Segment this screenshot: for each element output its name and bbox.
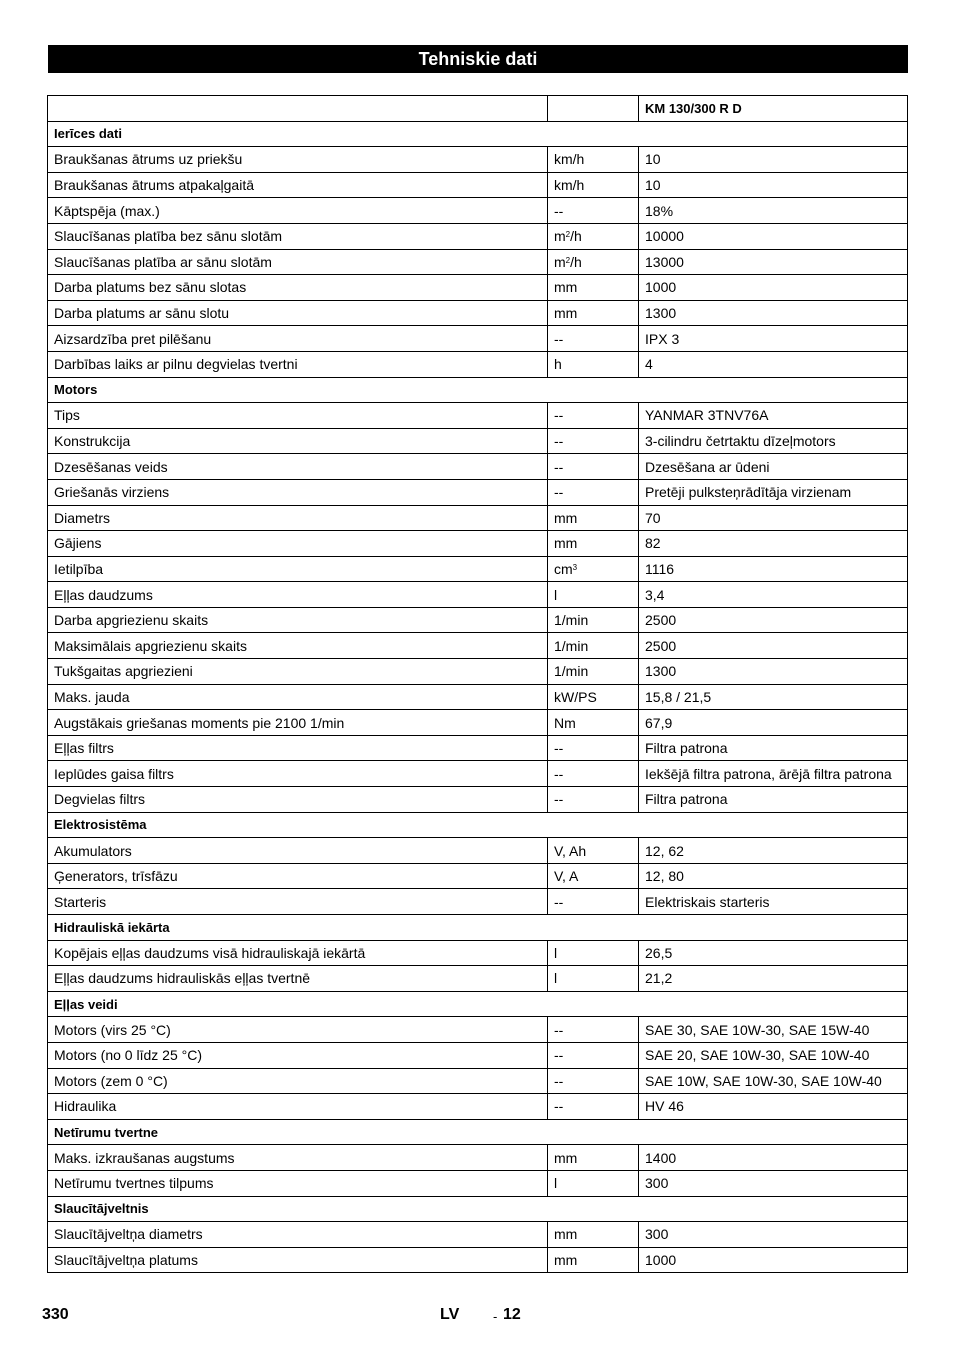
unit-cell [548,607,639,633]
unit-base: -- [554,1047,564,1064]
value-cell: Elektriskais starteris [639,889,908,915]
param-cell: Maksimālais apgriezienu skaits [48,633,548,659]
value-cell: Filtra patrona [639,735,908,761]
unit-cell [548,454,639,480]
table-row [48,1042,908,1068]
unit-cell [548,505,639,531]
section-heading: Elektrosistēma [48,812,908,838]
unit-base: -- [554,893,564,910]
param-cell: Slaucīšanas platība bez sānu slotām [48,223,548,249]
unit-base: -- [554,202,564,219]
unit-cell [548,428,639,454]
table-row [48,479,908,505]
unit-base: -- [554,484,564,501]
value-cell: 10 [639,172,908,198]
table-row [48,403,908,429]
value-cell: 82 [639,531,908,557]
param-cell: Darba platums ar sānu slotu [48,300,548,326]
table-row [48,531,908,557]
param-cell: Slaucītājveltņa platums [48,1247,548,1273]
unit-cell [548,479,639,505]
table-row [48,761,908,787]
unit-cell [548,556,639,582]
value-cell: SAE 10W, SAE 10W-30, SAE 10W-40 [639,1068,908,1094]
section-heading-row [48,1196,908,1222]
param-cell: Tukšgaitas apgriezieni [48,659,548,685]
unit-superscript: 2 [565,230,571,240]
unit-cell [548,1222,639,1248]
table-row [48,966,908,992]
value-cell: 15,8 / 21,5 [639,684,908,710]
table-row [48,582,908,608]
table-row [48,300,908,326]
param-cell: Darba platums bez sānu slotas [48,275,548,301]
value-cell: Dzesēšana ar ūdeni [639,454,908,480]
param-cell: Diametrs [48,505,548,531]
section-heading-row [48,377,908,403]
header-model-cell: KM 130/300 R D [639,96,908,122]
param-cell: Starteris [48,889,548,915]
table-row [48,1170,908,1196]
param-cell: Aizsardzība pret pilēšanu [48,326,548,352]
value-cell: 26,5 [639,940,908,966]
unit-cell [548,761,639,787]
unit-base: V, A [554,868,579,885]
unit-cell [548,710,639,736]
unit-cell [548,147,639,173]
param-cell: Slaucīšanas platība ar sānu slotām [48,249,548,275]
value-cell: HV 46 [639,1094,908,1120]
value-cell: 2500 [639,633,908,659]
unit-cell [548,1145,639,1171]
table-row [48,505,908,531]
table-row [48,454,908,480]
unit-cell [548,659,639,685]
table-row [48,787,908,813]
unit-cell [548,531,639,557]
param-cell: Darba apgriezienu skaits [48,607,548,633]
unit-cell [548,249,639,275]
table-row [48,1068,908,1094]
table-row [48,863,908,889]
unit-base: h [554,356,562,373]
unit-base: V, Ah [554,842,587,859]
table-row [48,351,908,377]
table-row [48,1145,908,1171]
value-cell: Filtra patrona [639,787,908,813]
value-cell: 300 [639,1222,908,1248]
value-cell: 12, 62 [639,838,908,864]
unit-cell [548,735,639,761]
unit-tail: /h [570,253,582,270]
unit-cell [548,198,639,224]
unit-cell [548,1094,639,1120]
table-row [48,1017,908,1043]
unit-base: -- [554,765,564,782]
sub-page-number: 12 [503,1306,521,1323]
unit-cell [548,223,639,249]
table-row [48,428,908,454]
param-cell: Hidraulika [48,1094,548,1120]
unit-base: km/h [554,151,585,168]
table-row [48,1247,908,1273]
unit-cell [548,889,639,915]
header-unit-cell [548,96,639,122]
param-cell: Ieplūdes gaisa filtrs [48,761,548,787]
param-cell: Tips [48,403,548,429]
unit-base: kW/PS [554,688,597,705]
section-heading: Motors [48,377,908,403]
value-cell: 2500 [639,607,908,633]
param-cell: Eļļas daudzums hidrauliskās eļļas tvertnē [48,966,548,992]
unit-base: cm [554,560,573,577]
unit-cell [548,351,639,377]
unit-cell [548,940,639,966]
unit-base: mm [554,305,578,322]
param-cell: Ietilpība [48,556,548,582]
unit-base: 1/min [554,663,589,680]
page-separator: - [493,1309,498,1324]
value-cell: 1400 [639,1145,908,1171]
unit-base: -- [554,1072,564,1089]
value-cell: 3,4 [639,582,908,608]
value-cell: Pretēji pulksteņrādītāja virzienam [639,479,908,505]
param-cell: Eļļas daudzums [48,582,548,608]
header-param-cell [48,96,548,122]
unit-base: l [554,944,558,961]
unit-cell [548,403,639,429]
unit-base: mm [554,1149,578,1166]
table-row [48,249,908,275]
param-cell: Akumulators [48,838,548,864]
value-cell: 10000 [639,223,908,249]
unit-cell [548,1247,639,1273]
unit-cell [548,326,639,352]
param-cell: Ģenerators, trīsfāzu [48,863,548,889]
param-cell: Netīrumu tvertnes tilpums [48,1170,548,1196]
table-row [48,684,908,710]
unit-cell [548,582,639,608]
value-cell: 1300 [639,659,908,685]
table-row [48,275,908,301]
section-heading: Slaucītājveltnis [48,1196,908,1222]
table-row [48,710,908,736]
unit-cell [548,633,639,659]
table-row [48,198,908,224]
page-title: Tehniskie dati [48,45,908,73]
value-cell: SAE 30, SAE 10W-30, SAE 15W-40 [639,1017,908,1043]
unit-base: mm [554,1226,578,1243]
table-row [48,838,908,864]
value-cell: 21,2 [639,966,908,992]
table-row [48,147,908,173]
table-row [48,940,908,966]
value-cell: SAE 20, SAE 10W-30, SAE 10W-40 [639,1042,908,1068]
table-row [48,1094,908,1120]
unit-base: mm [554,279,578,296]
table-row [48,556,908,582]
unit-base: -- [554,433,564,450]
section-heading-row [48,1119,908,1145]
table-row [48,659,908,685]
section-heading-row [48,121,908,147]
unit-base: -- [554,407,564,424]
unit-base: -- [554,1098,564,1115]
unit-base: mm [554,535,578,552]
param-cell: Degvielas filtrs [48,787,548,813]
param-cell: Braukšanas ātrums atpakaļgaitā [48,172,548,198]
unit-base: l [554,970,558,987]
unit-base: -- [554,740,564,757]
unit-cell [548,1068,639,1094]
unit-cell [548,838,639,864]
unit-cell [548,863,639,889]
unit-cell [548,787,639,813]
unit-tail: /h [570,228,582,245]
unit-superscript: 3 [572,562,578,572]
unit-base: 1/min [554,612,589,629]
tech-spec-table [47,95,908,1273]
section-heading: Hidrauliskā iekārta [48,915,908,941]
table-header-row [48,96,908,122]
param-cell: Gājiens [48,531,548,557]
unit-cell [548,275,639,301]
value-cell: IPX 3 [639,326,908,352]
param-cell: Motors (virs 25 °C) [48,1017,548,1043]
value-cell: 67,9 [639,710,908,736]
param-cell: Kopējais eļļas daudzums visā hidrauliskajā iekārtā [48,940,548,966]
section-heading-row [48,812,908,838]
value-cell: 70 [639,505,908,531]
unit-base: m [554,228,566,245]
value-cell: 1116 [639,556,908,582]
page-number: 330 [42,1306,69,1323]
section-heading: Eļļas veidi [48,991,908,1017]
param-cell: Darbības laiks ar pilnu degvielas tvertni [48,351,548,377]
param-cell: Motors (zem 0 °C) [48,1068,548,1094]
unit-base: km/h [554,177,585,194]
value-cell: 18% [639,198,908,224]
unit-base: -- [554,791,564,808]
section-heading: Ierīces dati [48,121,908,147]
unit-cell [548,684,639,710]
param-cell: Konstrukcija [48,428,548,454]
param-cell: Kāptspēja (max.) [48,198,548,224]
unit-base: mm [554,509,578,526]
value-cell: 1000 [639,1247,908,1273]
table-row [48,1222,908,1248]
unit-cell [548,1170,639,1196]
param-cell: Augstākais griešanas moments pie 2100 1/min [48,710,548,736]
value-cell: 1300 [639,300,908,326]
param-cell: Eļļas filtrs [48,735,548,761]
table-row [48,735,908,761]
table-row [48,172,908,198]
value-cell: 300 [639,1170,908,1196]
value-cell: 12, 80 [639,863,908,889]
param-cell: Maks. jauda [48,684,548,710]
unit-cell [548,1042,639,1068]
table-row [48,223,908,249]
value-cell: 4 [639,351,908,377]
value-cell: Iekšējā filtra patrona, ārējā filtra patrona [639,761,908,787]
unit-base: l [554,586,558,603]
unit-base: m [554,253,566,270]
tech-spec-table-body [48,96,908,1273]
unit-cell [548,1017,639,1043]
value-cell: YANMAR 3TNV76A [639,403,908,429]
section-heading-row [48,915,908,941]
value-cell: 1000 [639,275,908,301]
param-cell: Maks. izkraušanas augstums [48,1145,548,1171]
table-row [48,326,908,352]
table-row [48,633,908,659]
param-cell: Dzesēšanas veids [48,454,548,480]
param-cell: Slaucītājveltņa diametrs [48,1222,548,1248]
unit-base: -- [554,458,564,475]
unit-cell [548,966,639,992]
unit-base: mm [554,1252,578,1269]
unit-superscript: 2 [565,255,571,265]
section-heading: Netīrumu tvertne [48,1119,908,1145]
table-row [48,607,908,633]
param-cell: Griešanās virziens [48,479,548,505]
section-heading-row [48,991,908,1017]
param-cell: Braukšanas ātrums uz priekšu [48,147,548,173]
language-code: LV [440,1306,460,1323]
unit-base: l [554,1175,558,1192]
value-cell: 3-cilindru četrtaktu dīzeļmotors [639,428,908,454]
unit-cell [548,300,639,326]
value-cell: 10 [639,147,908,173]
unit-base: -- [554,330,564,347]
unit-base: -- [554,1021,564,1038]
unit-cell [548,172,639,198]
unit-base: Nm [554,714,576,731]
unit-base: 1/min [554,637,589,654]
param-cell: Motors (no 0 līdz 25 °C) [48,1042,548,1068]
value-cell: 13000 [639,249,908,275]
table-row [48,889,908,915]
